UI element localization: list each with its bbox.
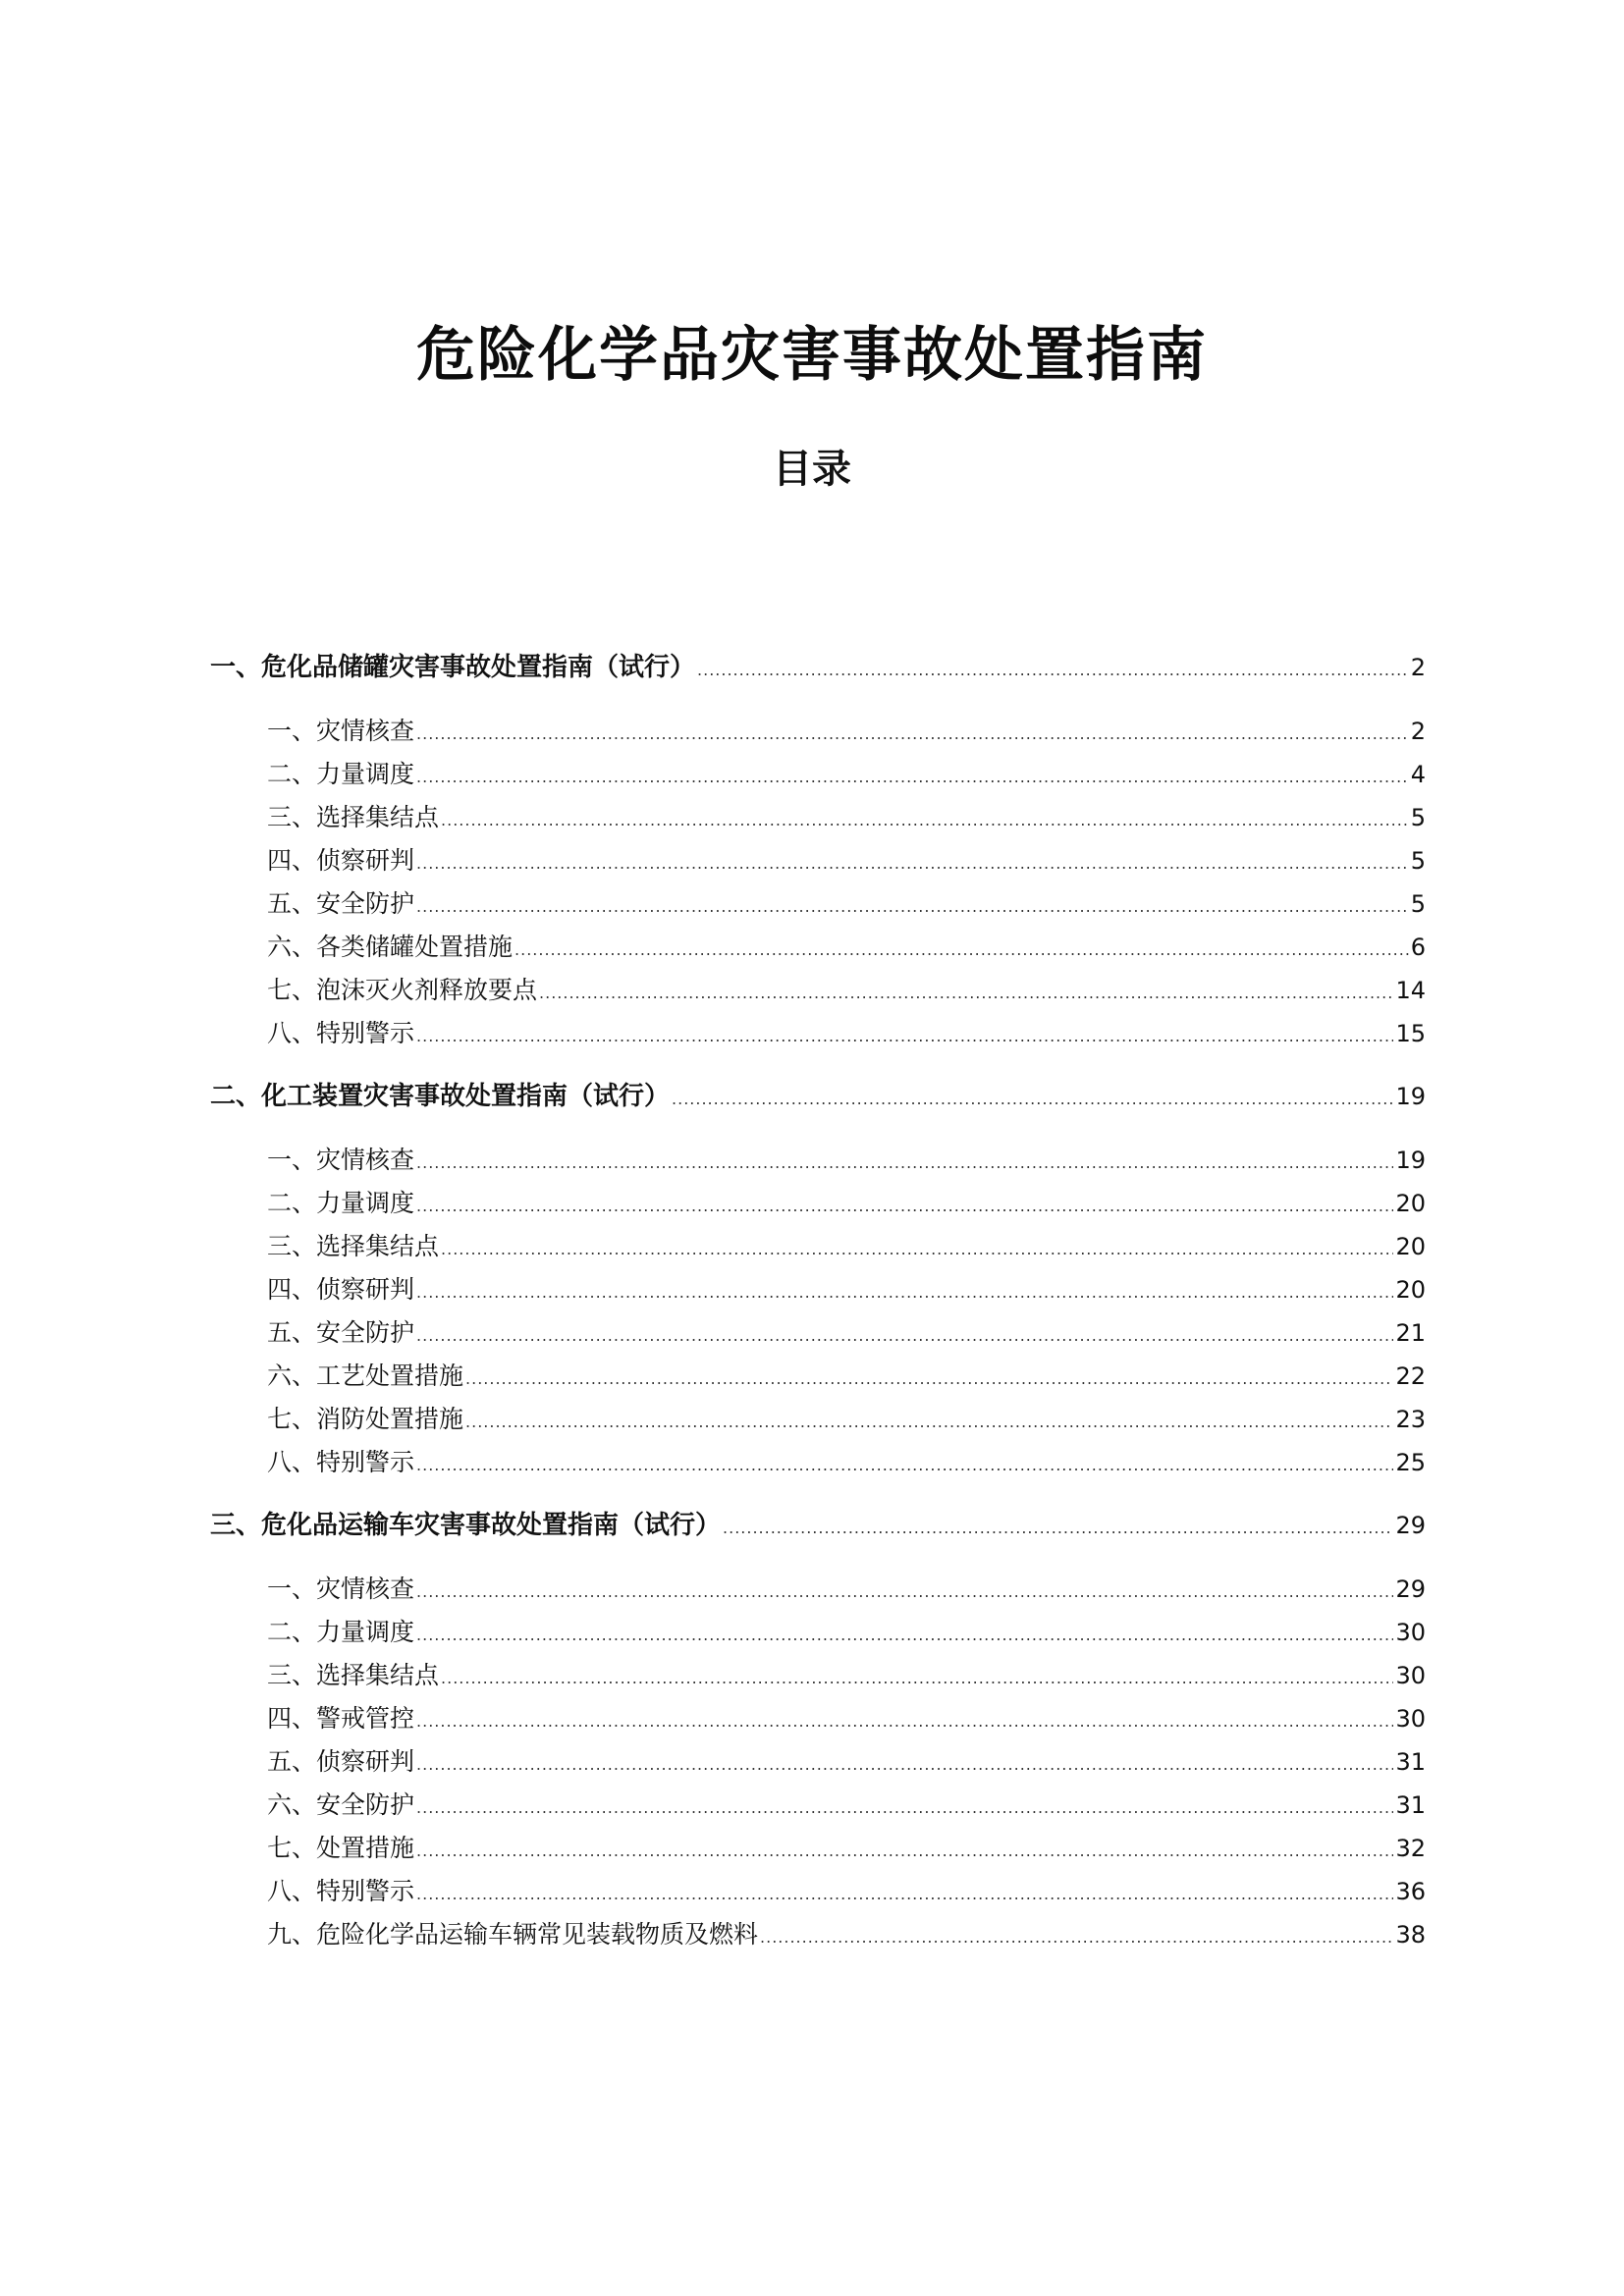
toc-entry[interactable] (210, 1012, 1426, 1055)
toc-entry-label: 五、侦察研判 (267, 1747, 415, 1776)
toc-dot-leader (416, 1444, 1393, 1487)
toc-dot-leader (416, 1614, 1393, 1657)
toc-dot-leader (416, 1185, 1393, 1228)
toc-page-number: 4 (1410, 761, 1426, 788)
toc-dot-leader (514, 929, 1409, 972)
toc-section-label: 三、危化品运输车灾害事故处置指南（试行） (210, 1511, 722, 1540)
toc-entry[interactable] (210, 1784, 1426, 1827)
toc-entry-label: 八、特别警示 (267, 1877, 415, 1905)
toc-dot-leader (416, 1271, 1393, 1314)
toc-dot-leader (539, 972, 1393, 1015)
toc-page-number: 5 (1410, 804, 1426, 831)
toc-page-number: 21 (1395, 1319, 1426, 1347)
toc-dot-leader (416, 1830, 1393, 1873)
toc-dot-leader (416, 1700, 1393, 1743)
toc-entry-label: 四、侦察研判 (267, 1275, 415, 1304)
toc-entry[interactable] (210, 839, 1426, 882)
toc-entry[interactable] (210, 796, 1426, 839)
toc-page-number: 29 (1395, 1512, 1426, 1539)
toc-dot-leader (416, 1142, 1393, 1185)
toc-entry-label: 二、力量调度 (267, 1618, 415, 1646)
toc-entry[interactable] (210, 1398, 1426, 1441)
toc-entry[interactable] (210, 926, 1426, 969)
toc-page-number: 32 (1395, 1835, 1426, 1862)
toc-page-number: 5 (1410, 890, 1426, 918)
toc-dot-leader (416, 1314, 1393, 1358)
toc-entry-label: 三、选择集结点 (267, 1232, 440, 1260)
toc-entry-label: 六、各类储罐处置措施 (267, 933, 514, 961)
toc-page-number: 20 (1395, 1233, 1426, 1260)
toc-page-number: 20 (1395, 1190, 1426, 1217)
toc-section-3[interactable] (210, 1504, 1426, 1547)
toc-entry[interactable] (210, 882, 1426, 926)
toc-entry-label: 九、危险化学品运输车辆常见装载物质及燃料 (267, 1920, 759, 1949)
toc-entry-label: 一、灾情核查 (267, 1146, 415, 1174)
toc-dot-leader (441, 1228, 1393, 1271)
toc-dot-leader (760, 1916, 1393, 1959)
toc-dot-leader (416, 1571, 1393, 1614)
toc-entry-label: 七、泡沫灭火剂释放要点 (267, 976, 538, 1004)
toc-page-number: 23 (1395, 1406, 1426, 1433)
toc-page-number: 30 (1395, 1619, 1426, 1646)
toc-entry-label: 六、工艺处置措施 (267, 1362, 464, 1390)
toc-page-number: 38 (1395, 1921, 1426, 1949)
toc-entry-label: 三、选择集结点 (267, 1661, 440, 1689)
toc-entry-label: 五、安全防护 (267, 889, 415, 918)
toc-page-number: 2 (1410, 654, 1426, 681)
toc-page-number: 6 (1410, 934, 1426, 961)
toc-dot-leader (416, 756, 1409, 799)
toc-dot-leader (416, 713, 1409, 756)
toc-section-label: 一、危化品储罐灾害事故处置指南（试行） (210, 653, 696, 682)
toc-entry-label: 八、特别警示 (267, 1448, 415, 1476)
toc-entry[interactable] (210, 1311, 1426, 1355)
toc-entry[interactable] (210, 969, 1426, 1012)
toc-entry[interactable] (210, 1611, 1426, 1654)
table-of-contents (210, 646, 1426, 1956)
toc-entry[interactable] (210, 1355, 1426, 1398)
toc-entry-label: 七、消防处置措施 (267, 1405, 464, 1433)
toc-entry-label: 四、侦察研判 (267, 846, 415, 875)
toc-page-number: 36 (1395, 1878, 1426, 1905)
toc-entry[interactable] (210, 710, 1426, 753)
toc-entry-label: 二、力量调度 (267, 1189, 415, 1217)
toc-page-number: 2 (1410, 718, 1426, 745)
toc-page-number: 30 (1395, 1662, 1426, 1689)
toc-entry-label: 二、力量调度 (267, 760, 415, 788)
toc-entry-label: 八、特别警示 (267, 1019, 415, 1047)
toc-section-label: 二、化工装置灾害事故处置指南（试行） (210, 1082, 671, 1111)
toc-entry-label: 四、警戒管控 (267, 1704, 415, 1733)
toc-dot-leader (465, 1401, 1393, 1444)
toc-entry[interactable] (210, 1182, 1426, 1225)
toc-page-number: 19 (1395, 1147, 1426, 1174)
toc-dot-leader (723, 1507, 1393, 1550)
toc-entry[interactable] (210, 753, 1426, 796)
toc-page-number: 20 (1395, 1276, 1426, 1304)
toc-entry-label: 一、灾情核查 (267, 717, 415, 745)
toc-page-number: 5 (1410, 847, 1426, 875)
toc-entry[interactable] (210, 1568, 1426, 1611)
toc-dot-leader (441, 799, 1409, 842)
toc-dot-leader (416, 885, 1409, 929)
toc-entry-label: 五、安全防护 (267, 1318, 415, 1347)
toc-entry[interactable] (210, 1139, 1426, 1182)
toc-page-number: 30 (1395, 1705, 1426, 1733)
toc-entry-label: 一、灾情核查 (267, 1575, 415, 1603)
toc-entry[interactable] (210, 1225, 1426, 1268)
toc-entry[interactable] (210, 1697, 1426, 1740)
toc-page-number: 15 (1395, 1020, 1426, 1047)
toc-page-number: 19 (1395, 1083, 1426, 1110)
toc-page-number: 31 (1395, 1791, 1426, 1819)
toc-entry[interactable] (210, 1740, 1426, 1784)
toc-entry[interactable] (210, 1268, 1426, 1311)
toc-entry-label: 三、选择集结点 (267, 803, 440, 831)
toc-entry[interactable] (210, 1827, 1426, 1870)
toc-entry[interactable] (210, 1441, 1426, 1484)
toc-dot-leader (465, 1358, 1393, 1401)
toc-entry-label: 七、处置措施 (267, 1834, 415, 1862)
toc-entry[interactable] (210, 1654, 1426, 1697)
document-title: 危险化学品灾害事故处置指南 (416, 321, 1208, 390)
toc-section-2[interactable] (210, 1075, 1426, 1118)
toc-dot-leader (416, 1015, 1393, 1058)
toc-dot-leader (416, 1787, 1393, 1830)
toc-page-number: 29 (1395, 1575, 1426, 1603)
toc-dot-leader (416, 1873, 1393, 1916)
toc-dot-leader (672, 1078, 1393, 1121)
toc-entry-label: 六、安全防护 (267, 1790, 415, 1819)
toc-dot-leader (441, 1657, 1393, 1700)
toc-page-number: 25 (1395, 1449, 1426, 1476)
toc-dot-leader (416, 1743, 1393, 1787)
toc-entry[interactable] (210, 1870, 1426, 1913)
toc-section-1[interactable] (210, 646, 1426, 689)
toc-dot-leader (697, 649, 1409, 692)
toc-heading: 目录 (773, 447, 851, 492)
toc-page-number: 22 (1395, 1362, 1426, 1390)
toc-dot-leader (416, 842, 1409, 885)
toc-entry[interactable] (210, 1913, 1426, 1956)
toc-page-number: 14 (1395, 977, 1426, 1004)
toc-page-number: 31 (1395, 1748, 1426, 1776)
